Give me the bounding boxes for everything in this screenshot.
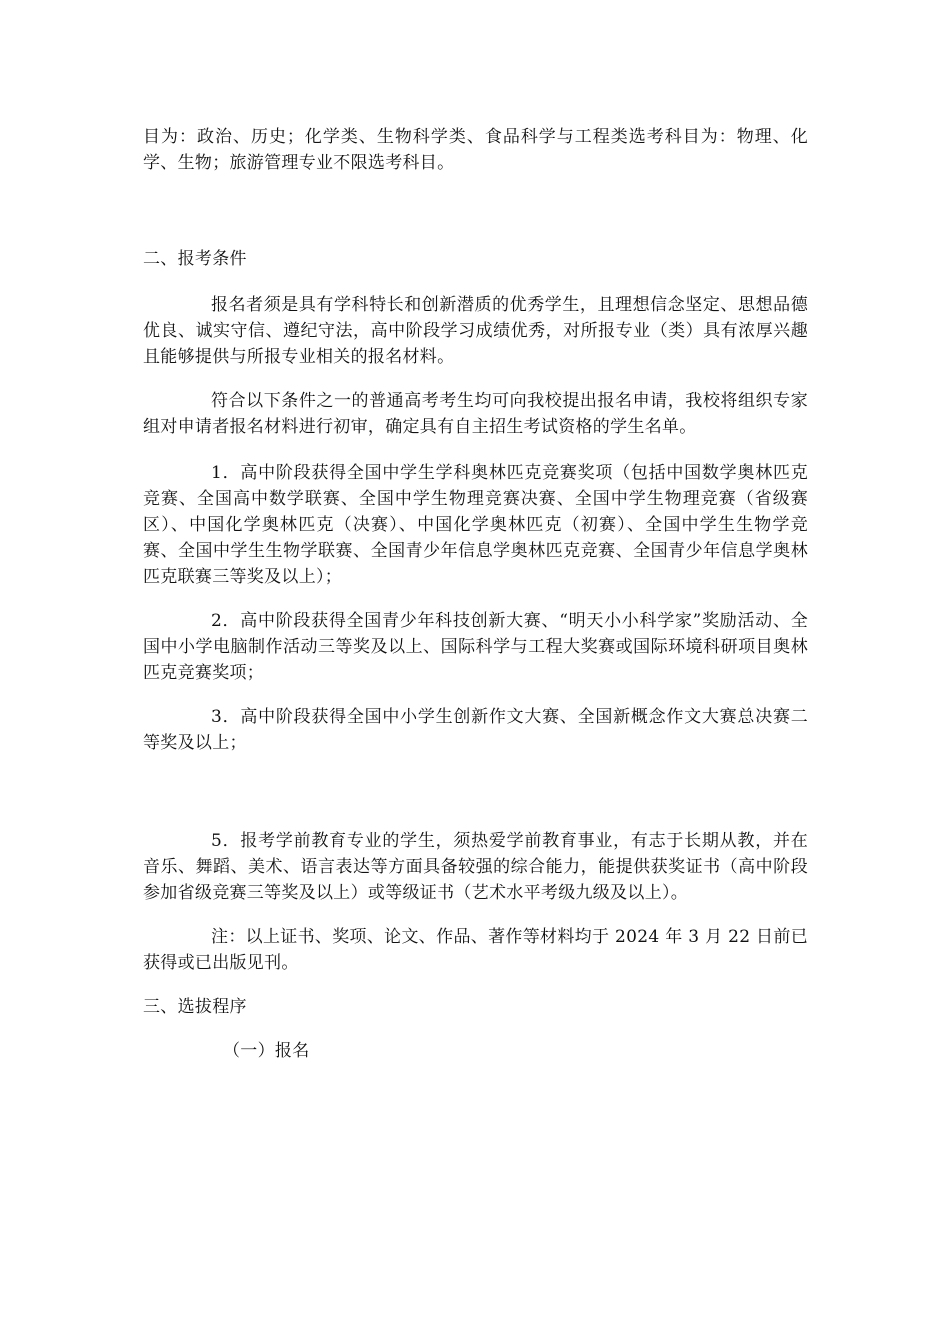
condition-3-paragraph: 3．高中阶段获得全国中小学生创新作文大赛、全国新概念作文大赛总决赛二等奖及以上； <box>143 707 808 753</box>
subsection-one-heading: （一）报名 <box>223 1041 310 1061</box>
condition-1-paragraph: 1．高中阶段获得全国中学生学科奥林匹克竞赛奖项（包括中国数学奥林匹克竞赛、全国高中数学联赛、全国中学生物理竞赛决赛、全国中学生物理竞赛（省级赛区）、中国化学奥林匹克（决赛）、中国化学奥林匹克（初赛）、全国中学生生物学竞赛、全国中学生生物学联赛、全国青少年信息学奥林匹克竞赛、全国青少年信息学奥林匹克联赛三等奖及以上）； <box>143 463 808 587</box>
condition-2-paragraph: 2．高中阶段获得全国青少年科技创新大赛、“明天小小科学家”奖励活动、全国中小学电脑制作活动三等奖及以上、国际科学与工程大奖赛或国际环境科研项目奥林匹克竞赛奖项； <box>143 611 808 683</box>
requirement-paragraph: 报名者须是具有学科特长和创新潜质的优秀学生，且理想信念坚定、思想品德优良、诚实守信、遵纪守法，高中阶段学习成绩优秀，对所报专业（类）具有浓厚兴趣且能够提供与所报专业相关的报名材料。 <box>143 295 808 367</box>
intro-paragraph: 目为：政治、历史；化学类、生物科学类、食品科学与工程类选考科目为：物理、化学、生物；旅游管理专业不限选考科目。 <box>143 127 808 173</box>
section-two-heading: 二、报考条件 <box>143 249 247 269</box>
document-page <box>143 124 808 1064</box>
note-paragraph: 注：以上证书、奖项、论文、作品、著作等材料均于 2024 年 3 月 22 日前已获得或已出版见刊。 <box>143 927 808 973</box>
condition-5-paragraph: 5．报考学前教育专业的学生，须热爱学前教育事业，有志于长期从教，并在音乐、舞蹈、美术、语言表达等方面具备较强的综合能力，能提供获奖证书（高中阶段参加省级竞赛三等奖及以上）或等级证书（艺术水平考级九级及以上）。 <box>143 831 808 903</box>
section-three-heading: 三、选拔程序 <box>143 997 247 1017</box>
eligibility-paragraph: 符合以下条件之一的普通高考考生均可向我校提出报名申请，我校将组织专家组对申请者报名材料进行初审，确定具有自主招生考试资格的学生名单。 <box>143 391 808 437</box>
